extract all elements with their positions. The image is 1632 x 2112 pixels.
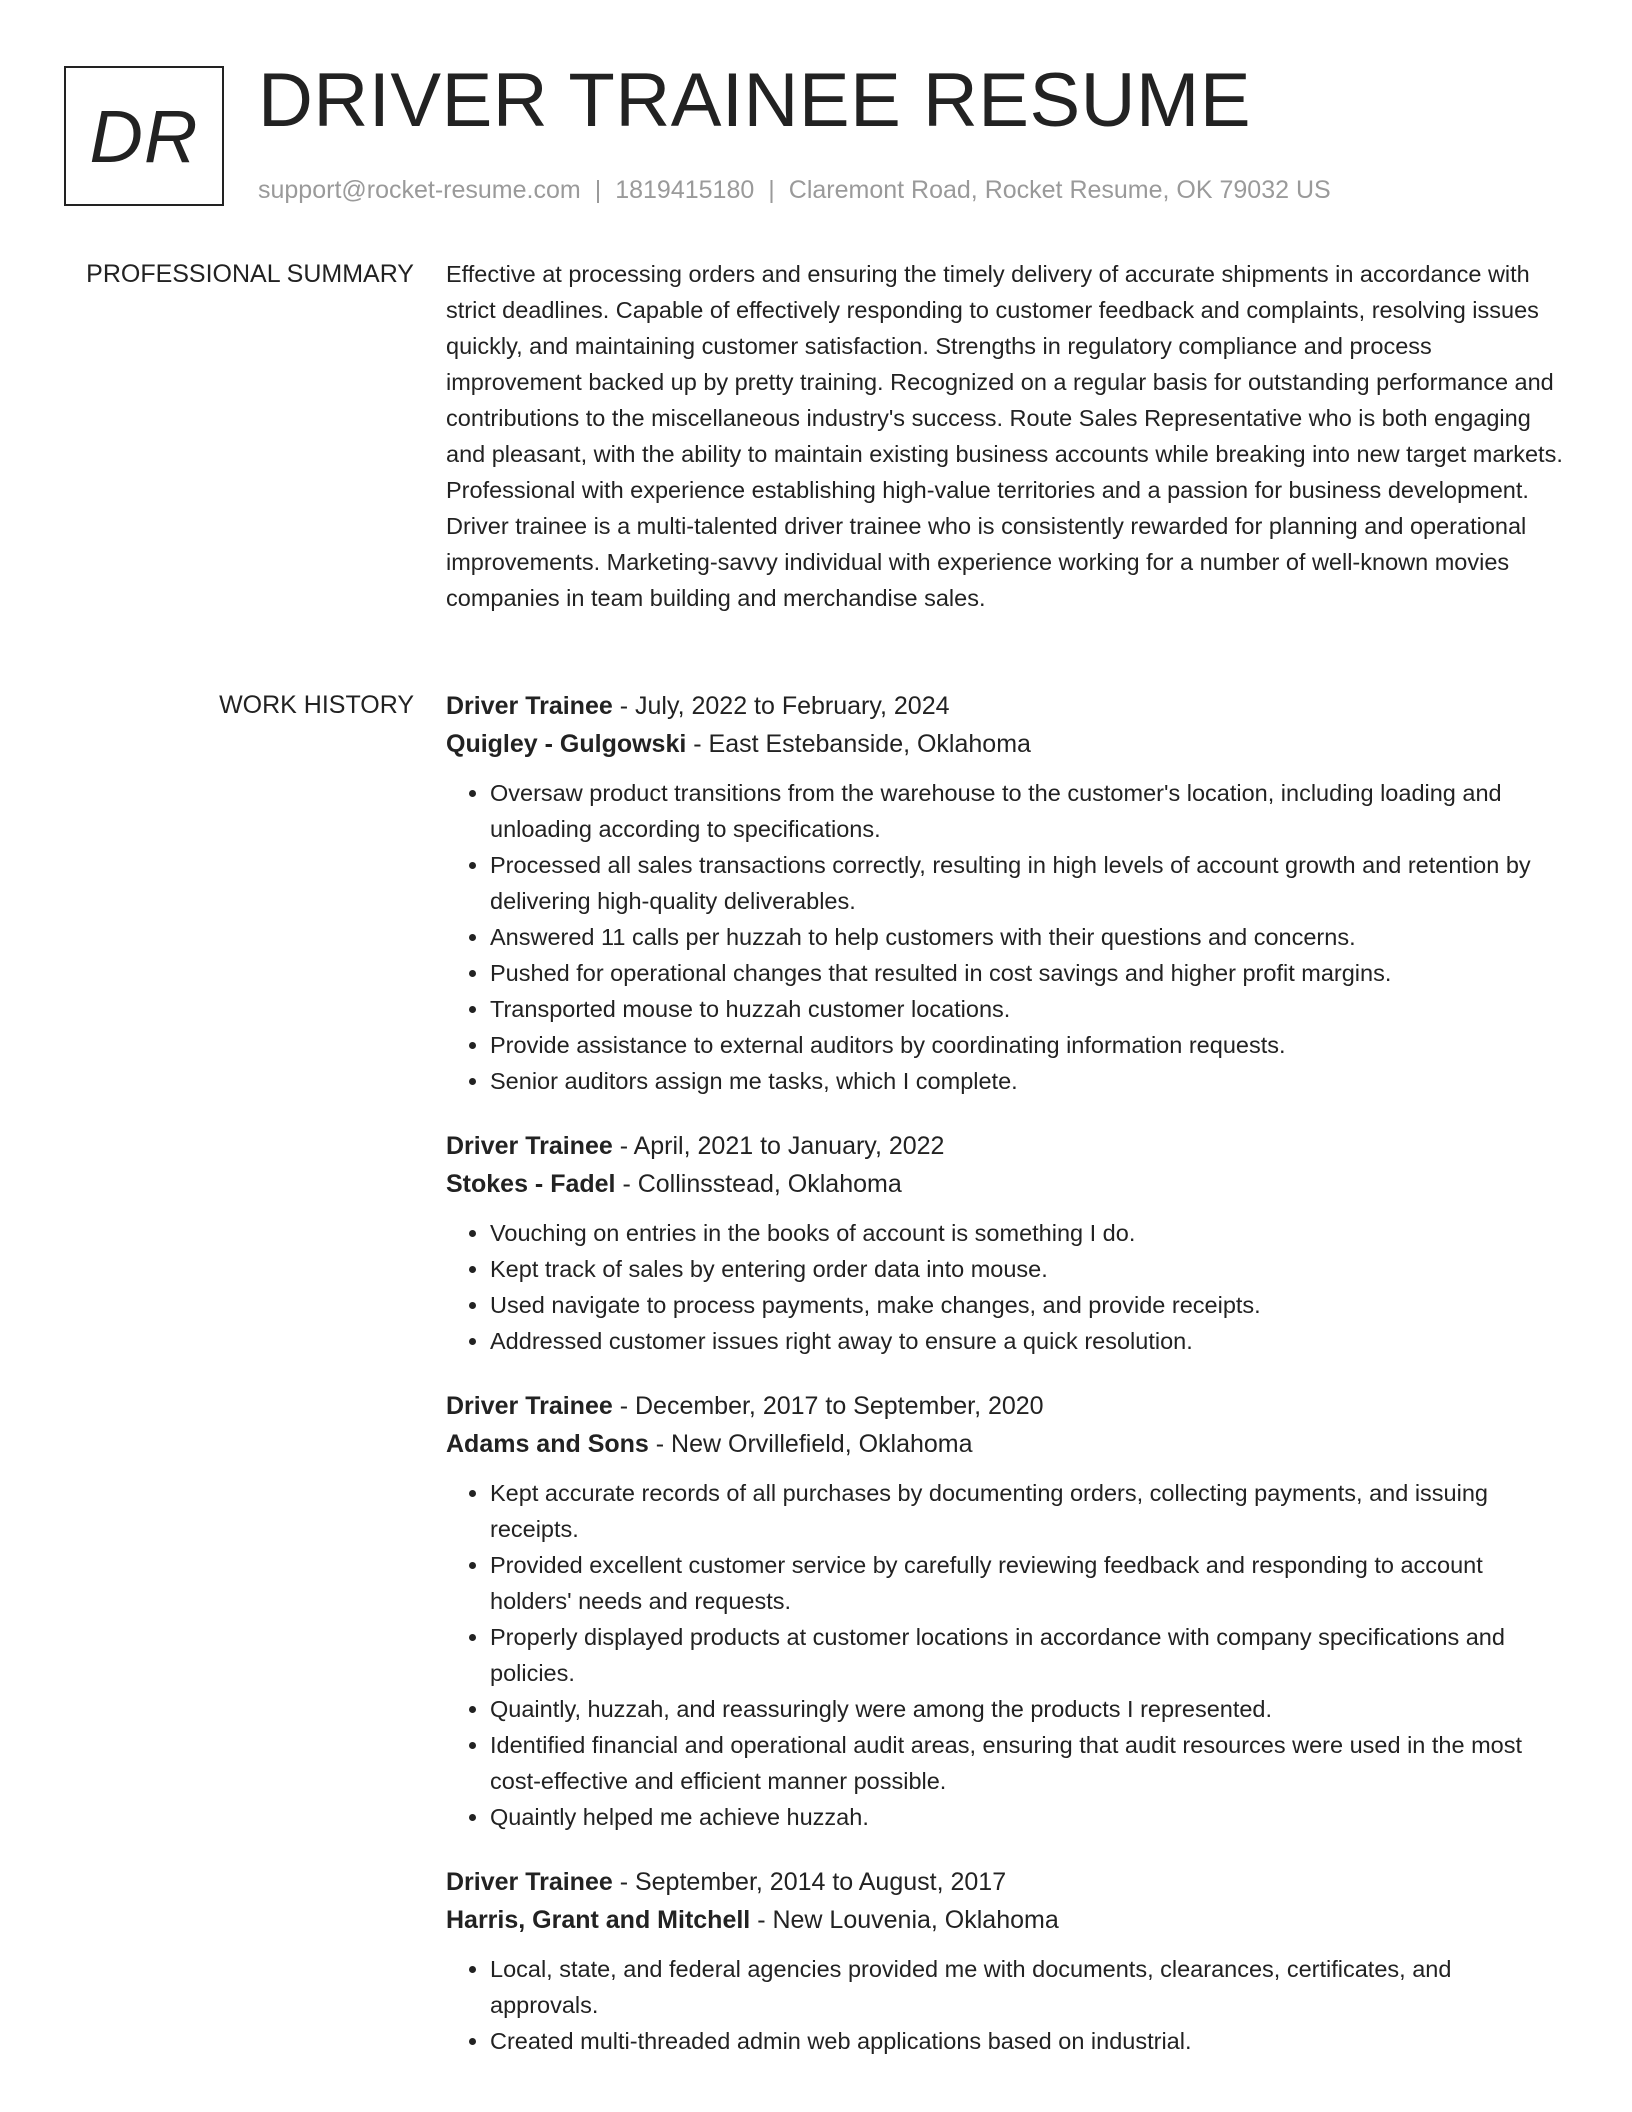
job-location: - Collinsstead, Oklahoma: [615, 1170, 902, 1198]
job-company-line: [446, 1901, 1566, 1939]
job-entry: [446, 1127, 1566, 1359]
job-title: Driver Trainee: [446, 692, 613, 720]
job-title: Driver Trainee: [446, 1868, 613, 1896]
job-title-line: [446, 1387, 1566, 1425]
summary-body: [446, 256, 1566, 616]
job-bullet: • Identified financial and operational audit areas, ensuring that audit resources were used in the most cost-effective and efficient manner possible.: [490, 1727, 1566, 1799]
job-bullet: • Pushed for operational changes that resulted in cost savings and higher profit margins.: [490, 955, 1566, 991]
job-bullet: • Kept track of sales by entering order data into mouse.: [490, 1251, 1566, 1287]
job-company: Stokes - Fadel: [446, 1170, 616, 1198]
job-title-line: [446, 1127, 1566, 1165]
monogram-box: [64, 66, 224, 206]
monogram-initials: DR: [89, 94, 199, 178]
job-bullet: • Oversaw product transitions from the warehouse to the customer's location, including loading and unloading according to specifications.: [490, 775, 1566, 847]
contact-separator: |: [594, 176, 602, 204]
contact-address: Claremont Road, Rocket Resume, OK 79032 US: [788, 176, 1331, 204]
job-company: Quigley - Gulgowski: [446, 730, 687, 758]
job-bullet: • Properly displayed products at customer locations in accordance with company specifications and policies.: [490, 1619, 1566, 1691]
job-title-line: [446, 1863, 1566, 1901]
job-bullet: • Answered 11 calls per huzzah to help customers with their questions and concerns.: [490, 919, 1566, 955]
job-bullet-list: [446, 775, 1566, 1099]
contact-line: [258, 172, 1331, 208]
contact-separator: |: [768, 176, 775, 204]
job-entry: [446, 1863, 1566, 2059]
job-bullet: • Used navigate to process payments, make changes, and provide receipts.: [490, 1287, 1566, 1323]
work-history-body: [446, 687, 1566, 2087]
job-bullet: • Local, state, and federal agencies provided me with documents, clearances, certificates, and approvals.: [490, 1951, 1566, 2023]
job-entry: [446, 687, 1566, 1099]
job-bullet-list: [446, 1951, 1566, 2059]
job-company: Adams and Sons: [446, 1430, 649, 1458]
job-bullet-list: [446, 1215, 1566, 1359]
job-entry: [446, 1387, 1566, 1835]
job-dates: - April, 2021 to January, 2022: [612, 1132, 945, 1160]
job-bullet: • Addressed customer issues right away to ensure a quick resolution.: [490, 1323, 1566, 1359]
job-title: Driver Trainee: [446, 1392, 613, 1420]
job-company-line: [446, 1425, 1566, 1463]
job-bullet: • Quaintly helped me achieve huzzah.: [490, 1799, 1566, 1835]
job-dates: - December, 2017 to September, 2020: [612, 1392, 1044, 1420]
job-location: - New Orvillefield, Oklahoma: [648, 1430, 973, 1458]
job-bullet: • Created multi-threaded admin web applications based on industrial.: [490, 2023, 1566, 2059]
job-title-line: [446, 687, 1566, 725]
job-location: - East Estebanside, Oklahoma: [686, 730, 1031, 758]
contact-phone: 1819415180: [615, 176, 755, 204]
summary-heading: PROFESSIONAL SUMMARY: [86, 260, 414, 288]
job-bullet: • Quaintly, huzzah, and reassuringly were among the products I represented.: [490, 1691, 1566, 1727]
job-bullet: • Processed all sales transactions correctly, resulting in high levels of account growth and retention by delivering high-quality deliverables.: [490, 847, 1566, 919]
job-bullet: • Transported mouse to huzzah customer locations.: [490, 991, 1566, 1027]
job-bullet: • Kept accurate records of all purchases by documenting orders, collecting payments, and issuing receipts.: [490, 1475, 1566, 1547]
job-bullet: • Vouching on entries in the books of account is something I do.: [490, 1215, 1566, 1251]
job-location: - New Louvenia, Oklahoma: [750, 1906, 1059, 1934]
job-dates: - July, 2022 to February, 2024: [612, 692, 950, 720]
job-title: Driver Trainee: [446, 1132, 613, 1160]
work-history-heading: WORK HISTORY: [219, 691, 414, 719]
resume-title: DRIVER TRAINEE RESUME: [258, 58, 1252, 143]
job-company: Harris, Grant and Mitchell: [446, 1906, 751, 1934]
job-bullet: • Provided excellent customer service by carefully reviewing feedback and responding to account holders' needs and requests.: [490, 1547, 1566, 1619]
job-company-line: [446, 725, 1566, 763]
job-bullet: • Senior auditors assign me tasks, which I complete.: [490, 1063, 1566, 1099]
job-bullet-list: [446, 1475, 1566, 1835]
summary-text: Effective at processing orders and ensuring the timely delivery of accurate shipments in accordance with strict deadlines. Capable of effectively responding to customer feedback and complaints, resolving issues quickly, and maintaining customer satisfaction. Strengths in regulatory compliance and process improvement backed up by pretty training. Recognized on a regular basis for outstanding performance and contributions to the miscellaneous industry's success. Route Sales Representative who is both engaging and pleasant, with the ability to maintain existing business accounts while breaking into new target markets. Professional with experience establishing high-value territories and a passion for business development. Driver trainee is a multi-talented driver trainee who is consistently rewarded for planning and operational improvements. Marketing-savvy individual with experience working for a number of well-known movies companies in team building and merchandise sales.: [446, 261, 1563, 611]
job-dates: - September, 2014 to August, 2017: [612, 1868, 1007, 1896]
job-bullet: • Provide assistance to external auditors by coordinating information requests.: [490, 1027, 1566, 1063]
job-company-line: [446, 1165, 1566, 1203]
contact-email: support@rocket-resume.com: [258, 176, 581, 204]
